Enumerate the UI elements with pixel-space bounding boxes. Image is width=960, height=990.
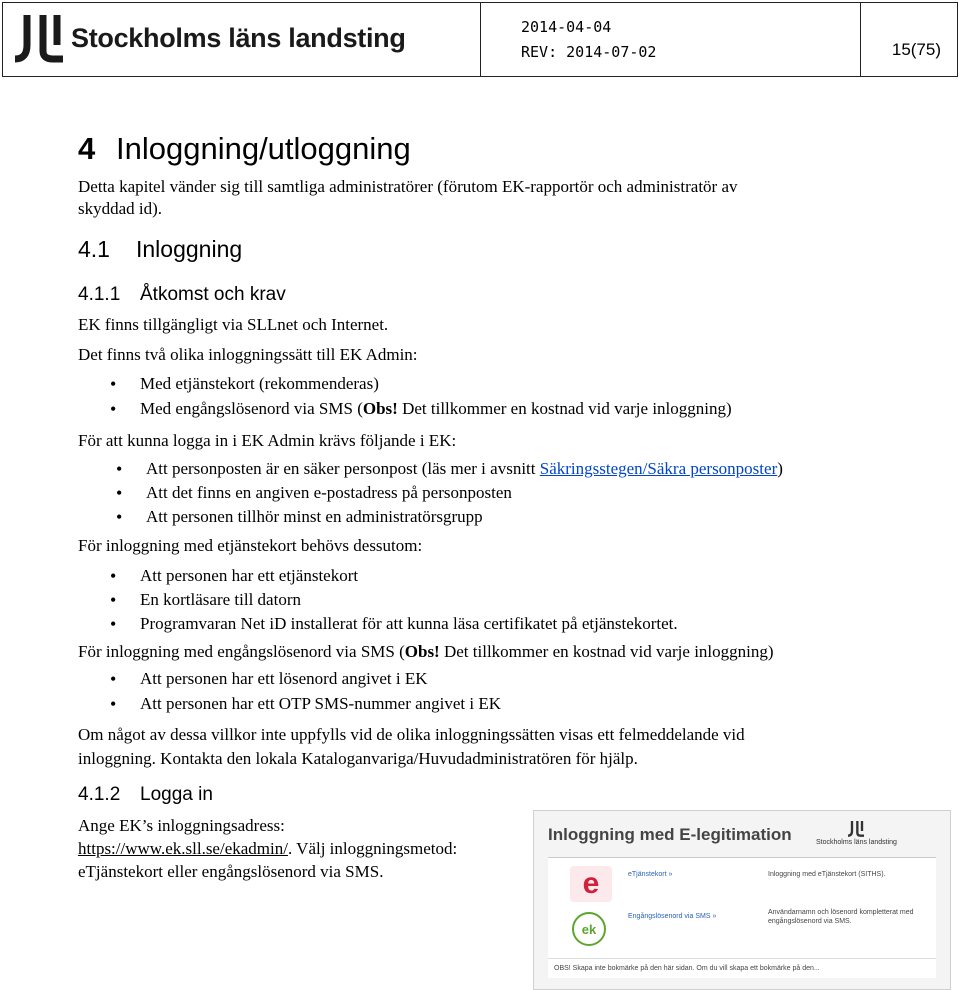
bullet-etjanstekort: • Med etjänstekort (rekommenderas) xyxy=(140,373,379,395)
doc-revision: REV: 2014-07-02 xyxy=(521,43,657,61)
heading-2-title: Inloggning xyxy=(136,236,243,262)
page-number: 15(75) xyxy=(891,39,941,59)
logo-cell xyxy=(3,3,481,76)
paragraph-line: Ange EK’s inloggningsadress: xyxy=(78,816,285,835)
ek-icon: ek xyxy=(572,912,606,946)
option-etjanstekort-desc: Inloggning med eTjänstekort (SITHS). xyxy=(768,871,886,878)
paragraph-availability: EK finns tillgängligt via SLLnet och Internet. xyxy=(78,315,389,334)
paragraph-card-login: För inloggning med etjänstekort behövs dessutom: xyxy=(78,536,423,555)
heading-2-number: 4.1 xyxy=(78,236,110,262)
screenshot-logo xyxy=(816,821,897,846)
divider xyxy=(548,958,936,959)
ekadmin-url-link[interactable]: https://www.ek.sll.se/ekadmin/ xyxy=(78,839,288,858)
bullet-text: ) xyxy=(777,459,783,478)
obs-label: Obs! xyxy=(362,399,398,418)
link-sakringsstegen[interactable]: Säkringsstegen/Säkra personposter xyxy=(539,459,778,478)
paragraph-line: eTjänstekort eller engångslösenord via SMS. xyxy=(78,862,384,881)
obs-label: Obs! xyxy=(404,642,440,661)
bullet-text: Att personposten är en säker personpost (läs mer i avsnitt xyxy=(146,459,540,478)
screenshot-title: Inloggning med E-legitimation xyxy=(548,825,792,844)
option-sms-label: Engångslösenord via SMS » xyxy=(628,913,717,920)
paragraph-methods: Det finns två olika inloggningssätt till EK Admin: xyxy=(78,345,418,364)
bullet-password: • Att personen har ett lösenord angivet i EK xyxy=(140,668,428,690)
org-name: Stockholms läns landsting xyxy=(71,23,406,53)
heading-2 xyxy=(78,236,242,263)
paragraph-login-address xyxy=(78,814,457,883)
heading-3-access xyxy=(78,284,286,306)
heading-3-login xyxy=(78,784,213,806)
heading-3-title: Åtkomst och krav xyxy=(140,284,286,305)
bullet-admin-group: • Att personen tillhör minst en administratörsgrupp xyxy=(146,506,483,528)
bullet-sms xyxy=(140,398,732,420)
login-options-panel xyxy=(548,857,936,978)
paragraph-text: För inloggning med engångslösenord via SMS ( xyxy=(78,642,405,661)
paragraph-text: Det tillkommer en kostnad vid varje inloggning) xyxy=(439,642,774,661)
option-etjanstekort-link[interactable]: eTjänstekort » xyxy=(628,871,673,878)
heading-1-number: 4 xyxy=(78,131,96,166)
paragraph-line: Om något av dessa villkor inte uppfylls vid de olika inloggningssätten visas ett felmeddelande vid xyxy=(78,725,745,744)
paragraph-line: inloggning. Kontakta den lokala Kataloganvariga/Huvudadministratören för hjälp. xyxy=(78,749,638,768)
intro-paragraph xyxy=(78,176,738,220)
heading-3-title: Logga in xyxy=(140,784,213,805)
heading-3-number: 4.1.2 xyxy=(78,784,121,805)
bullet-reader: • En kortläsare till datorn xyxy=(140,589,301,611)
intro-line: Detta kapitel vänder sig till samtliga administratörer (förutom EK-rapportör och administratör av xyxy=(78,177,738,196)
e-legitimation-icon: e xyxy=(570,866,612,902)
bullet-netid: • Programvaran Net iD installerat för att kunna läsa certifikatet på etjänstekortet. xyxy=(140,613,678,635)
paragraph-text: . Välj inloggningsmetod: xyxy=(287,839,458,858)
option-sms-link[interactable] xyxy=(628,912,716,921)
bullet-text: Med engångslösenord via SMS ( xyxy=(140,399,363,418)
heading-3-number: 4.1.1 xyxy=(78,284,121,305)
login-page-screenshot xyxy=(533,810,951,990)
bullet-email: • Att det finns en angiven e-postadress på personposten xyxy=(146,482,512,504)
intro-line: skyddad id). xyxy=(78,199,163,218)
bullet-card: • Att personen har ett etjänstekort xyxy=(140,565,358,587)
doc-date: 2014-04-04 xyxy=(521,18,612,36)
sll-logo-icon xyxy=(845,821,867,837)
option-sms-desc: Användarnamn och lösenord kompletterat med engångslösenord via SMS. xyxy=(768,909,914,925)
paragraph-requirements: För att kunna logga in i EK Admin krävs följande i EK: xyxy=(78,431,457,450)
screenshot-logo-text: Stockholms läns landsting xyxy=(816,839,897,846)
paragraph-line xyxy=(78,837,457,860)
heading-1-title: Inloggning/utloggning xyxy=(116,131,411,166)
paragraph-sms-login xyxy=(78,641,774,663)
bullet-otp: • Att personen har ett OTP SMS-nummer angivet i EK xyxy=(140,693,501,715)
paragraph-error xyxy=(78,723,745,771)
bookmark-note: OBS! Skapa inte bokmärke på den här sidan. Om du vill skapa ett bokmärke på den... xyxy=(554,965,820,972)
date-cell xyxy=(481,3,861,76)
sll-logo-icon xyxy=(13,15,65,63)
heading-1 xyxy=(78,131,411,167)
bullet-secure-record xyxy=(146,458,783,480)
page-header xyxy=(2,2,958,77)
bullet-text: Det tillkommer en kostnad vid varje inloggning) xyxy=(397,399,732,418)
